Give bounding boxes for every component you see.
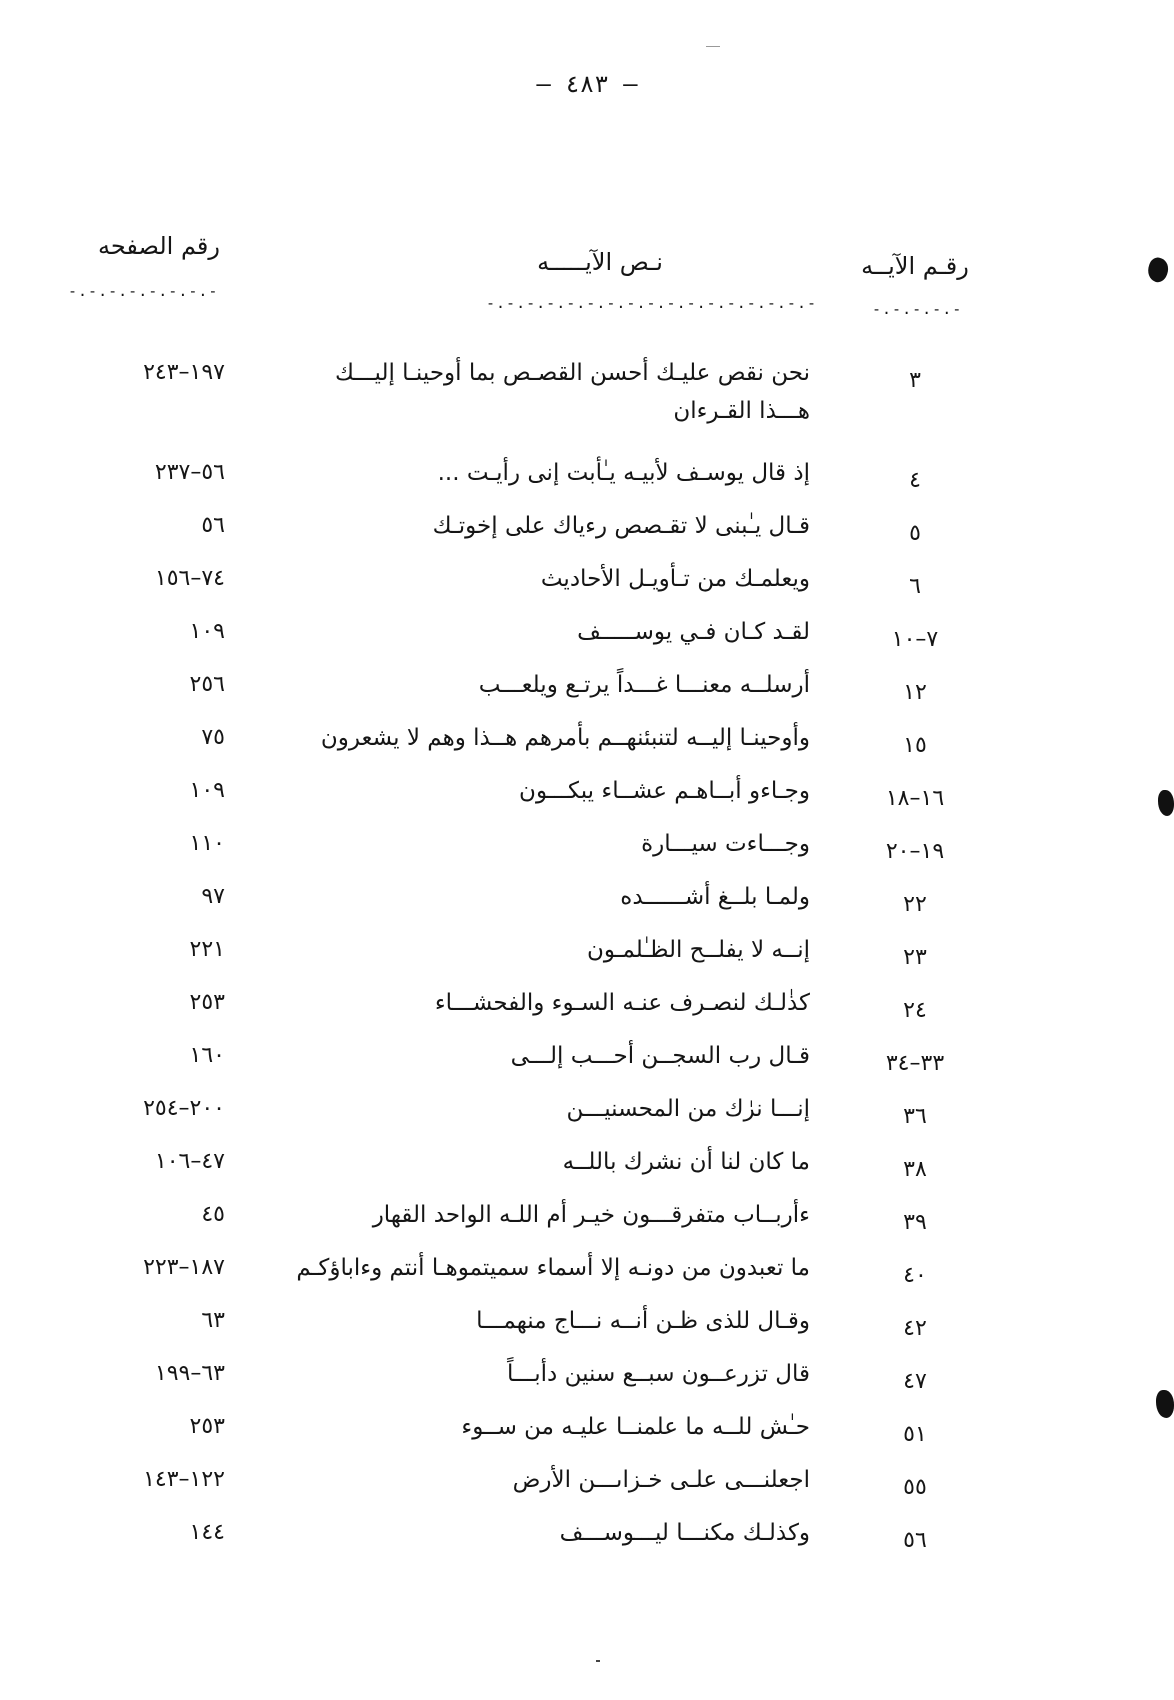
verse-number: ١٢ — [903, 680, 927, 705]
verse-text: وأوحينـا إليــه لتنبئنهــم بأمرهم هــذا وهم لا يشعرون — [320, 725, 810, 751]
page-number: – ٤٨٣ – — [536, 70, 638, 98]
verse-number: ٥٥ — [903, 1475, 927, 1500]
verse-number: ٣٣–٣٤ — [885, 1051, 945, 1076]
table-row — [0, 1414, 1174, 1467]
verse-index-table — [0, 360, 1174, 1573]
verse-text: وقـال للذى ظـن أنــه نـــاج منهمـــا — [476, 1308, 810, 1334]
verse-number: ١٥ — [903, 733, 927, 758]
table-row — [0, 619, 1174, 672]
verse-number: ٥ — [909, 521, 921, 546]
scan-mark — [596, 1660, 600, 1662]
verse-text: كذٰلـك لنصـرف عنـه السـوء والفحشـــاء — [434, 990, 810, 1016]
table-row — [0, 1255, 1174, 1308]
verse-number: ٥١ — [903, 1422, 927, 1447]
table-row — [0, 1043, 1174, 1096]
verse-number: ٦ — [909, 574, 921, 599]
verse-text: أرسلــه معنـــا غـــداً يرتـع ويلعـــب — [478, 672, 810, 698]
verse-text: وكذلـك مكنـــا ليـــوســـف — [559, 1520, 810, 1546]
table-row — [0, 672, 1174, 725]
ink-blot — [1158, 790, 1174, 816]
page-reference: ٧٥ — [201, 725, 225, 750]
page-reference: ١٢٢–١٤٣ — [143, 1467, 225, 1492]
table-row — [0, 937, 1174, 990]
table-row — [0, 460, 1174, 513]
table-row — [0, 884, 1174, 937]
verse-text: قـال رب السجــن أحـــب إلـــى — [510, 1043, 810, 1069]
verse-text: ولمـا بلــغ أشــــــده — [620, 884, 810, 910]
page-reference: ١٨٧–٢٢٣ — [143, 1255, 225, 1280]
verse-text: ما كان لنا أن نشرك باللــه — [562, 1149, 810, 1175]
table-row — [0, 513, 1174, 566]
verse-number: ٤٢ — [903, 1316, 927, 1341]
verse-text: إذ قال يوسـف لأبيـه يـٰأبت إنى رأيـت ... — [437, 460, 810, 486]
page-reference: ٤٧–١٠٦ — [154, 1149, 225, 1174]
table-row — [0, 1520, 1174, 1573]
table-row — [0, 831, 1174, 884]
table-row — [0, 1096, 1174, 1149]
table-row — [0, 725, 1174, 778]
page-reference: ٢٥٦ — [189, 672, 225, 697]
header-page-column: رقم الصفحه — [98, 232, 220, 260]
verse-text: لقـد كـان فـي يوســـــف — [577, 619, 810, 645]
verse-text: وجـاءو أبــاهـم عشــاء يبكـــون — [519, 778, 810, 804]
page-reference: ٦٣–١٩٩ — [154, 1361, 225, 1386]
verse-number: ٢٤ — [903, 998, 927, 1023]
page-reference: ٢٠٠–٢٥٤ — [143, 1096, 225, 1121]
header-text-column: نـص الآيـــــه — [537, 248, 663, 276]
verse-text: حـٰش للــه ما علمنــا عليـه من ســوء — [461, 1414, 810, 1440]
page-reference: ٢٢١ — [189, 937, 225, 962]
header-rule-text: -.-.-.-.-.-.-.-.-.-.-.-.-.-.-.-.- — [486, 294, 818, 312]
page-reference: ١٤٤ — [189, 1520, 225, 1545]
verse-number: ٤ — [909, 468, 921, 493]
verse-text: ويعلمـك من تـأويـل الأحاديث — [540, 566, 810, 592]
verse-number: ٤٧ — [903, 1369, 927, 1394]
verse-number: ٣٦ — [903, 1104, 927, 1129]
ink-blot — [1144, 255, 1171, 284]
verse-number: ٣٨ — [903, 1157, 927, 1182]
verse-text: قال تزرعــون سبــع سنين دأبـــاً — [507, 1361, 810, 1387]
verse-number: ٢٢ — [903, 892, 927, 917]
page-reference: ٥٦ — [201, 513, 225, 538]
verse-text-line-1: نحن نقص عليـك أحسن القصـص بما أوحينـا إليـــك — [334, 360, 810, 386]
verse-text-line-2: هـــذا القـرءان — [673, 398, 810, 424]
page-reference: ٤٥ — [201, 1202, 225, 1227]
table-row — [0, 1149, 1174, 1202]
page-reference: ٢٥٣ — [189, 1414, 225, 1439]
page-reference: ١٠٩ — [189, 619, 225, 644]
header-verse-column: رقـم الآيــه — [861, 252, 969, 280]
verse-text: قـال يـٰبنى لا تقـصص رءياك على إخوتـك — [432, 513, 810, 539]
verse-number: ١٦–١٨ — [885, 786, 945, 811]
page-reference: ٥٦–٢٣٧ — [154, 460, 225, 485]
page-reference: ٢٥٣ — [189, 990, 225, 1015]
table-row — [0, 360, 1174, 460]
verse-text: ءأربــاب متفرقـــون خيـر أم اللـه الواحد القهار — [372, 1202, 810, 1228]
table-row — [0, 1202, 1174, 1255]
table-row — [0, 990, 1174, 1043]
verse-number: ٣٩ — [903, 1210, 927, 1235]
verse-text: إنــه لا يفلــح الظـٰلمـون — [586, 937, 810, 963]
verse-text: اجعلنـــى علـى خـزاٮـــن الأرض — [512, 1467, 810, 1493]
table-row — [0, 1308, 1174, 1361]
page-reference: ١٩٧–٢٤٣ — [143, 360, 225, 385]
table-row — [0, 778, 1174, 831]
header-rule-verse: -.-.-.-.- — [872, 300, 963, 318]
table-row — [0, 566, 1174, 619]
page-reference: ٧٤–١٥٦ — [154, 566, 225, 591]
page-reference: ١٦٠ — [189, 1043, 225, 1068]
header-rule-page: -.-.-.-.-.-.-.- — [68, 282, 219, 300]
verse-number: ٣ — [909, 368, 921, 393]
ink-blot — [1156, 1390, 1174, 1418]
page-reference: ٩٧ — [201, 884, 225, 909]
scan-mark — [706, 46, 720, 47]
verse-number: ٢٣ — [903, 945, 927, 970]
verse-text: إنـــا نرٰك من المحسنيـــن — [566, 1096, 810, 1122]
page-reference: ١١٠ — [189, 831, 225, 856]
verse-text — [250, 360, 810, 424]
verse-number: ١٩–٢٠ — [885, 839, 945, 864]
verse-text: وجـــاءت سيـــارة — [641, 831, 810, 857]
table-row — [0, 1467, 1174, 1520]
page-reference: ١٠٩ — [189, 778, 225, 803]
table-row — [0, 1361, 1174, 1414]
verse-number: ٧–١٠ — [891, 627, 939, 652]
verse-text: ما تعبدون من دونـه إلا أسماء سميتموهـا أنتم وءاباؤكـم — [296, 1255, 810, 1281]
verse-number: ٥٦ — [903, 1528, 927, 1553]
verse-number: ٤٠ — [903, 1263, 927, 1288]
page-reference: ٦٣ — [201, 1308, 225, 1333]
